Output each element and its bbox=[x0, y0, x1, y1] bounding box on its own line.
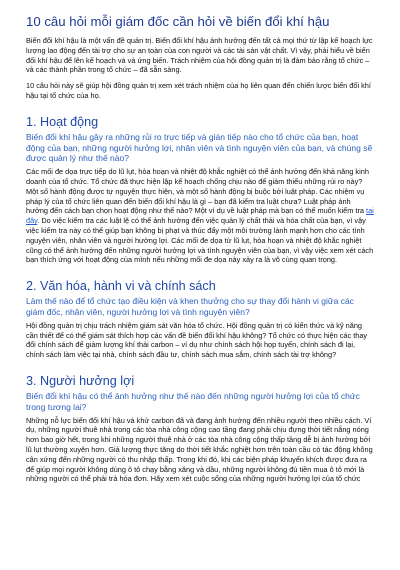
intro-paragraph: Biến đổi khí hậu là một vấn đề quản trị. Biến đổi khí hậu ảnh hưởng đến tất cả mọi thứ từ lập kế hoạch lực lượng lao động đến tài trợ cho sự an toàn của con người và các tài sản vật chất. Vì vậy, phải hiểu về biến đổi khí hậu để lên kế hoạch và và ứng biến. Trách nhiệm của hội đồng quản trị là đảm bảo rằng tổ chức – và các thành phần trong tổ chức – đã sẵn sàng. bbox=[26, 36, 373, 75]
section-operations bbox=[26, 115, 374, 265]
section-body: Những nỗ lực biến đổi khí hậu và khử carbon đã và đang ảnh hưởng đến nhiều người theo nhiều cách. Ví dụ, những người thuê nhà trong các tòa nhà công cộng cao tầng đang phải chịu đựng thời tiết nắng nóng hơn bao giờ hết, trong khi những người thuê nhà ở các tòa nhà công cộng thấp tầng dễ bị ảnh hưởng bởi lũ lụt thường xuyên hơn. Giả lượng thực tăng do thời tiết khắc nghiệt hơn trên toàn cầu có tác động không cân xứng đến những người có thu nhập thấp. Trong khi đó, khi các biện pháp khuyến khích được đưa ra để giúp mọi người không dùng ô tô chạy bằng xăng và dầu, những người không đủ tiền mua ô tô mới là những người có thể phải trả hóa đơn. Hãy xem xét cuộc sống của những người hưởng lợi của tổ chức bbox=[26, 415, 373, 484]
section-heading: 2. Văn hóa, hành vi và chính sách bbox=[26, 279, 216, 294]
section-body bbox=[26, 167, 374, 265]
section-body-text: Các mối đe dọa trực tiếp do lũ lụt, hỏa hoạn và nhiệt độ khắc nghiệt có thể ảnh hưởng đến khả năng kinh doanh của tổ chức. Tổ chức đã thực hiện lập kế hoạch chống chịu nào để giảm thiểu những rủi ro này? Một số hành động được tự nguyện thực hiện, và một số hành động bị buộc bởi luật pháp. Các nhiệm vụ pháp lý của tổ chức liên quan đến biến đổi khí hậu là gì – bạn đã kiểm tra luật chưa? Luật pháp ảnh hưởng đến cách bạn chọn hoạt động như thế nào? Một ví dụ về luật pháp mà bạn có thể muốn kiểm tra bbox=[26, 167, 369, 216]
legislation-link[interactable]: tại đây bbox=[26, 206, 374, 226]
section-culture bbox=[26, 279, 374, 360]
section-body: Hội đồng quản trị chịu trách nhiệm giám sát văn hóa tổ chức. Hội đồng quản trị có kiến thức và kỹ năng cần thiết để có thể giám sát thích hợp các vấn đề biến đổi khí hậu không? Tổ chức có thực hiện các thay đổi chính sách để giảm lượng khí thải carbon – ví dụ như chính sách hội họp tuyến, chính sách đi lại, chính sách làm việc tại nhà, chính sách đầu tư, chính sách mua sắm, chính sách tài trợ không? bbox=[26, 320, 368, 360]
section-question: Biến đổi khí hậu gây ra những rủi ro trực tiếp và gián tiếp nào cho tổ chức của bạn, hoạt động của bạn, những người hưởng lợi, nhân viên và tình nguyện viên của bạn, và chúng sẽ được quản lý như thế nào? bbox=[26, 131, 373, 164]
document-title: 10 câu hỏi mỗi giám đốc cần hỏi về biến đổi khí hậu bbox=[26, 14, 330, 29]
intro-paragraph: 10 câu hỏi này sẽ giúp hội đồng quản trị xem xét trách nhiệm của họ liên quan đến chiến lược biến đổi khí hậu tại tổ chức của họ. bbox=[26, 81, 371, 100]
section-question: Biến đổi khí hậu có thể ảnh hưởng như thế nào đến những người hưởng lợi của tổ chức trong tương lai? bbox=[26, 390, 360, 412]
section-body-text: . Do việc kiểm tra các luật lệ có thể ảnh hưởng đến việc quản lý chất thải và hóa chất của bạn, vì vậy việc kiểm tra này có thể giúp bạn không bị phạt và thúc đẩy một môi trường lành mạnh hơn cho các tình nguyện viên, nhân viên và người hưởng lợi. Các mối đe dọa từ lũ lụt, hỏa hoạn và nhiệt độ khắc nghiệt cũng có thể ảnh hưởng đến những người hưởng lợi và tình nguyện viên của bạn, vì vậy việc xem xét cách bạn thích ứng với hoạt động của mình nếu những mối đe dọa này xảy ra là vô cùng quan trọng. bbox=[26, 216, 374, 265]
section-heading: 3. Người hưởng lợi bbox=[26, 373, 135, 388]
intro bbox=[26, 36, 374, 101]
section-heading: 1. Hoạt động bbox=[26, 114, 99, 129]
section-beneficiaries bbox=[26, 374, 374, 484]
section-question: Làm thế nào để tổ chức tạo điều kiện và khen thưởng cho sự thay đổi hành vi giữa các giám đốc, nhân viên, người hưởng lợi và tình nguyện viên? bbox=[26, 296, 354, 317]
